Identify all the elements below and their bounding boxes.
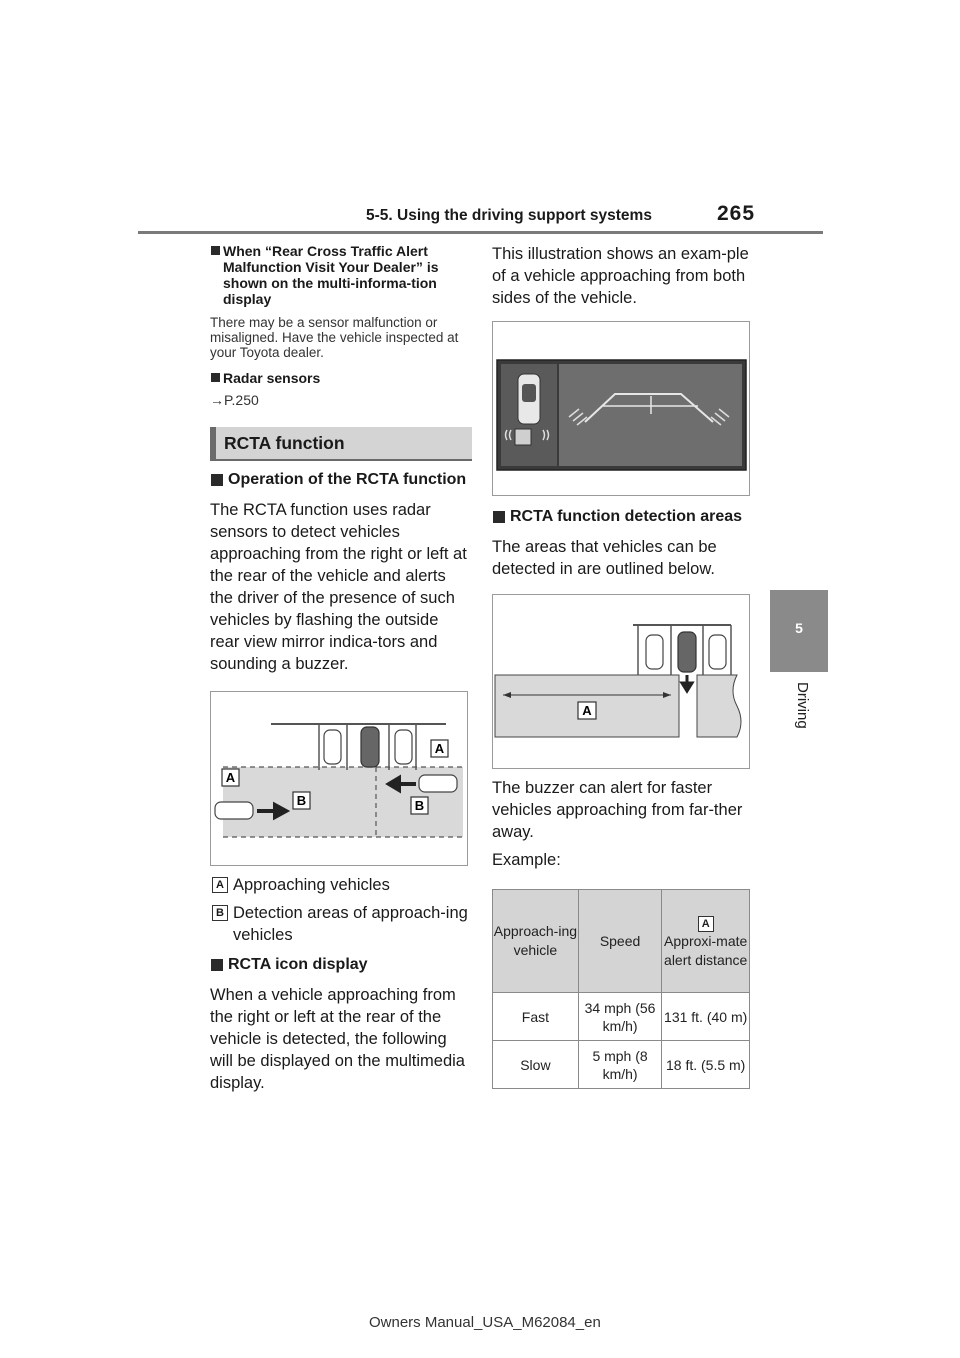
header-rule — [138, 231, 823, 234]
row-slow-distance: 18 ft. (5.5 m) — [662, 1041, 750, 1089]
legend-b — [210, 902, 472, 946]
footer-text: Owners Manual_USA_M62084_en — [369, 1314, 601, 1331]
legend-text-a: Approaching vehicles — [233, 876, 390, 894]
table-row — [493, 1041, 750, 1089]
chapter-tab-label — [773, 682, 825, 742]
header-distance-label: Approxi-mate alert distance — [664, 932, 748, 968]
legend-key-b: B — [212, 905, 228, 921]
icon-heading: RCTA icon display — [210, 954, 472, 976]
alert-distance-table — [492, 889, 750, 1089]
table-header-row — [493, 890, 750, 993]
header-vehicle: Approach-ing vehicle — [493, 890, 579, 993]
header-distance-key: A — [698, 916, 714, 932]
illustration-text: This illustration shows an exam-ple of a vehicle approaching from both sides of the vehicle. — [492, 245, 749, 307]
chapter-label-text: Driving — [794, 682, 811, 729]
areas-figure — [492, 594, 750, 769]
row-fast-speed: 34 mph (56 km/h) — [578, 993, 662, 1041]
legend-key-a: A — [212, 877, 228, 893]
header-title: 5-5. Using the driving support systems — [366, 207, 652, 224]
example-label: Example: — [492, 851, 561, 869]
radar-heading: Radar sensors — [210, 370, 472, 386]
legend-a — [210, 874, 472, 896]
row-slow-vehicle: Slow — [493, 1041, 579, 1089]
malfunction-heading: When “Rear Cross Traffic Alert Malfunction Visit Your Dealer” is shown on the multi-informa-tion display — [210, 243, 472, 307]
operation-heading: Operation of the RCTA function — [210, 469, 472, 491]
detection-illustration — [211, 692, 468, 866]
buzzer-text: The buzzer can alert for faster vehicles approaching from far-ther away. — [492, 779, 743, 841]
legend-text-b: Detection areas of approach-ing vehicles — [233, 904, 468, 944]
page-number: 265 — [717, 202, 756, 225]
detection-areas-illustration — [493, 595, 750, 769]
label-b-right: B — [414, 798, 425, 813]
multimedia-display-illustration — [493, 322, 750, 496]
display-figure — [492, 321, 750, 496]
chapter-tab-number: 5 — [795, 620, 803, 636]
malfunction-text: There may be a sensor malfunction or misaligned. Have the vehicle inspected at your Toyota dealer. — [210, 315, 459, 360]
label-a-range: A — [582, 703, 592, 718]
left-column — [210, 243, 472, 1094]
label-b-left: B — [296, 793, 307, 808]
operation-text: The RCTA function uses radar sensors to detect vehicles approaching from the right or left at the rear of the vehicle and alerts the driver of the presence of such vehicles by flashing the outside rear view mirror indica-tors and sounding a buzzer. — [210, 501, 467, 673]
section-heading: RCTA function — [210, 427, 472, 461]
radar-reference: →P.250 — [210, 392, 259, 408]
areas-heading: RCTA function detection areas — [492, 506, 754, 528]
right-column — [492, 243, 754, 1089]
header-distance — [662, 890, 750, 993]
label-a-left: A — [225, 770, 236, 785]
row-fast-vehicle: Fast — [493, 993, 579, 1041]
header-speed: Speed — [578, 890, 662, 993]
areas-text: The areas that vehicles can be detected in are outlined below. — [492, 538, 717, 578]
label-a-right: A — [434, 741, 445, 756]
row-slow-speed: 5 mph (8 km/h) — [578, 1041, 662, 1089]
detection-figure — [210, 691, 468, 866]
table-row — [493, 993, 750, 1041]
icon-text: When a vehicle approaching from the right or left at the rear of the vehicle is detected, the following will be displayed on the multimedia display. — [210, 986, 465, 1092]
row-fast-distance: 131 ft. (40 m) — [662, 993, 750, 1041]
